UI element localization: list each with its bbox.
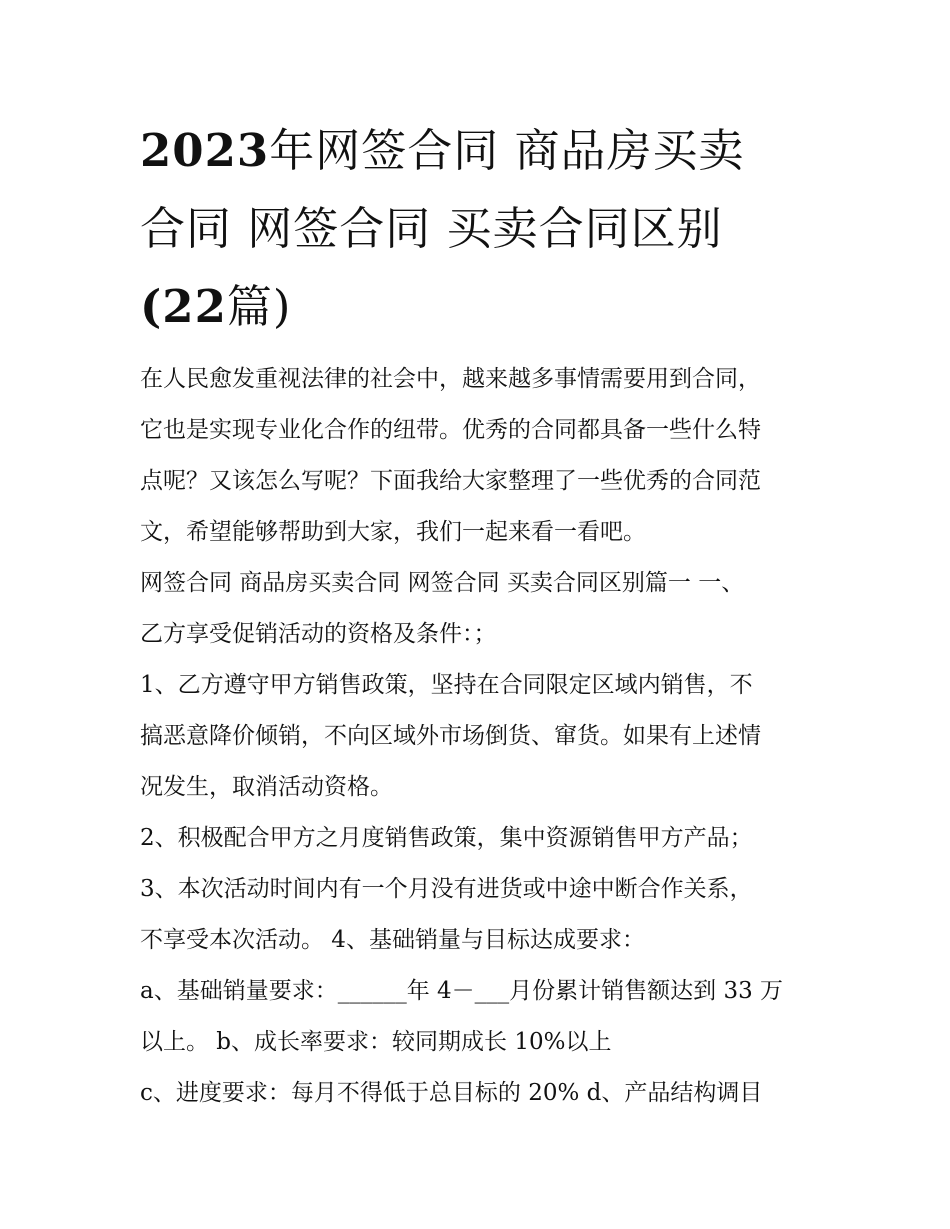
title-line-1	[140, 112, 820, 190]
list-item-line: 2、积极配合甲方之月度销售政策，集中资源销售甲方产品；	[140, 825, 753, 851]
body-line: 在人民愈发重视法律的社会中，越来越多事情需要用到合同，	[140, 366, 761, 392]
list-item-line: c、进度要求：每月不得低于总目标的 20% d、产品结构调目	[140, 1080, 763, 1106]
title-count: (22	[140, 280, 227, 333]
body-line: 不享受本次活动。 4、基础销量与目标达成要求：	[140, 927, 645, 953]
body-line: 以上。 b、成长率要求：较同期成长 10%以上	[140, 1029, 612, 1055]
document-body	[140, 354, 820, 1119]
list-item-line: 1、乙方遵守甲方销售政策，坚持在合同限定区域内销售，不	[140, 672, 753, 698]
body-line: 点呢？又该怎么写呢？下面我给大家整理了一些优秀的合同范	[140, 468, 761, 494]
body-line: 文，希望能够帮助到大家，我们一起来看一看吧。	[140, 519, 646, 545]
body-line: 况发生，取消活动资格。	[140, 774, 393, 800]
body-line: 乙方享受促销活动的资格及条件：；	[140, 621, 497, 647]
body-line: 它也是实现专业化合作的纽带。优秀的合同都具备一些什么特	[140, 417, 761, 443]
document-title	[140, 112, 820, 346]
title-line-3-text: 篇)	[226, 280, 292, 333]
title-line-2: 合同 网签合同 买卖合同区别	[140, 202, 723, 255]
title-line-1-text: 年网签合同 商品房买卖	[269, 124, 745, 177]
body-line: 搞恶意降价倾销，不向区域外市场倒货、窜货。如果有上述情	[140, 723, 761, 749]
title-line-3	[140, 268, 820, 346]
section-heading-line: 网签合同 商品房买卖合同 网签合同 买卖合同区别篇一 一、	[140, 570, 745, 596]
title-year: 2023	[140, 124, 270, 177]
list-item-line: a、基础销量要求：______年 4－___月份累计销售额达到 33 万	[140, 978, 784, 1004]
list-item-line: 3、本次活动时间内有一个月没有进货或中途中断合作关系，	[140, 876, 753, 902]
